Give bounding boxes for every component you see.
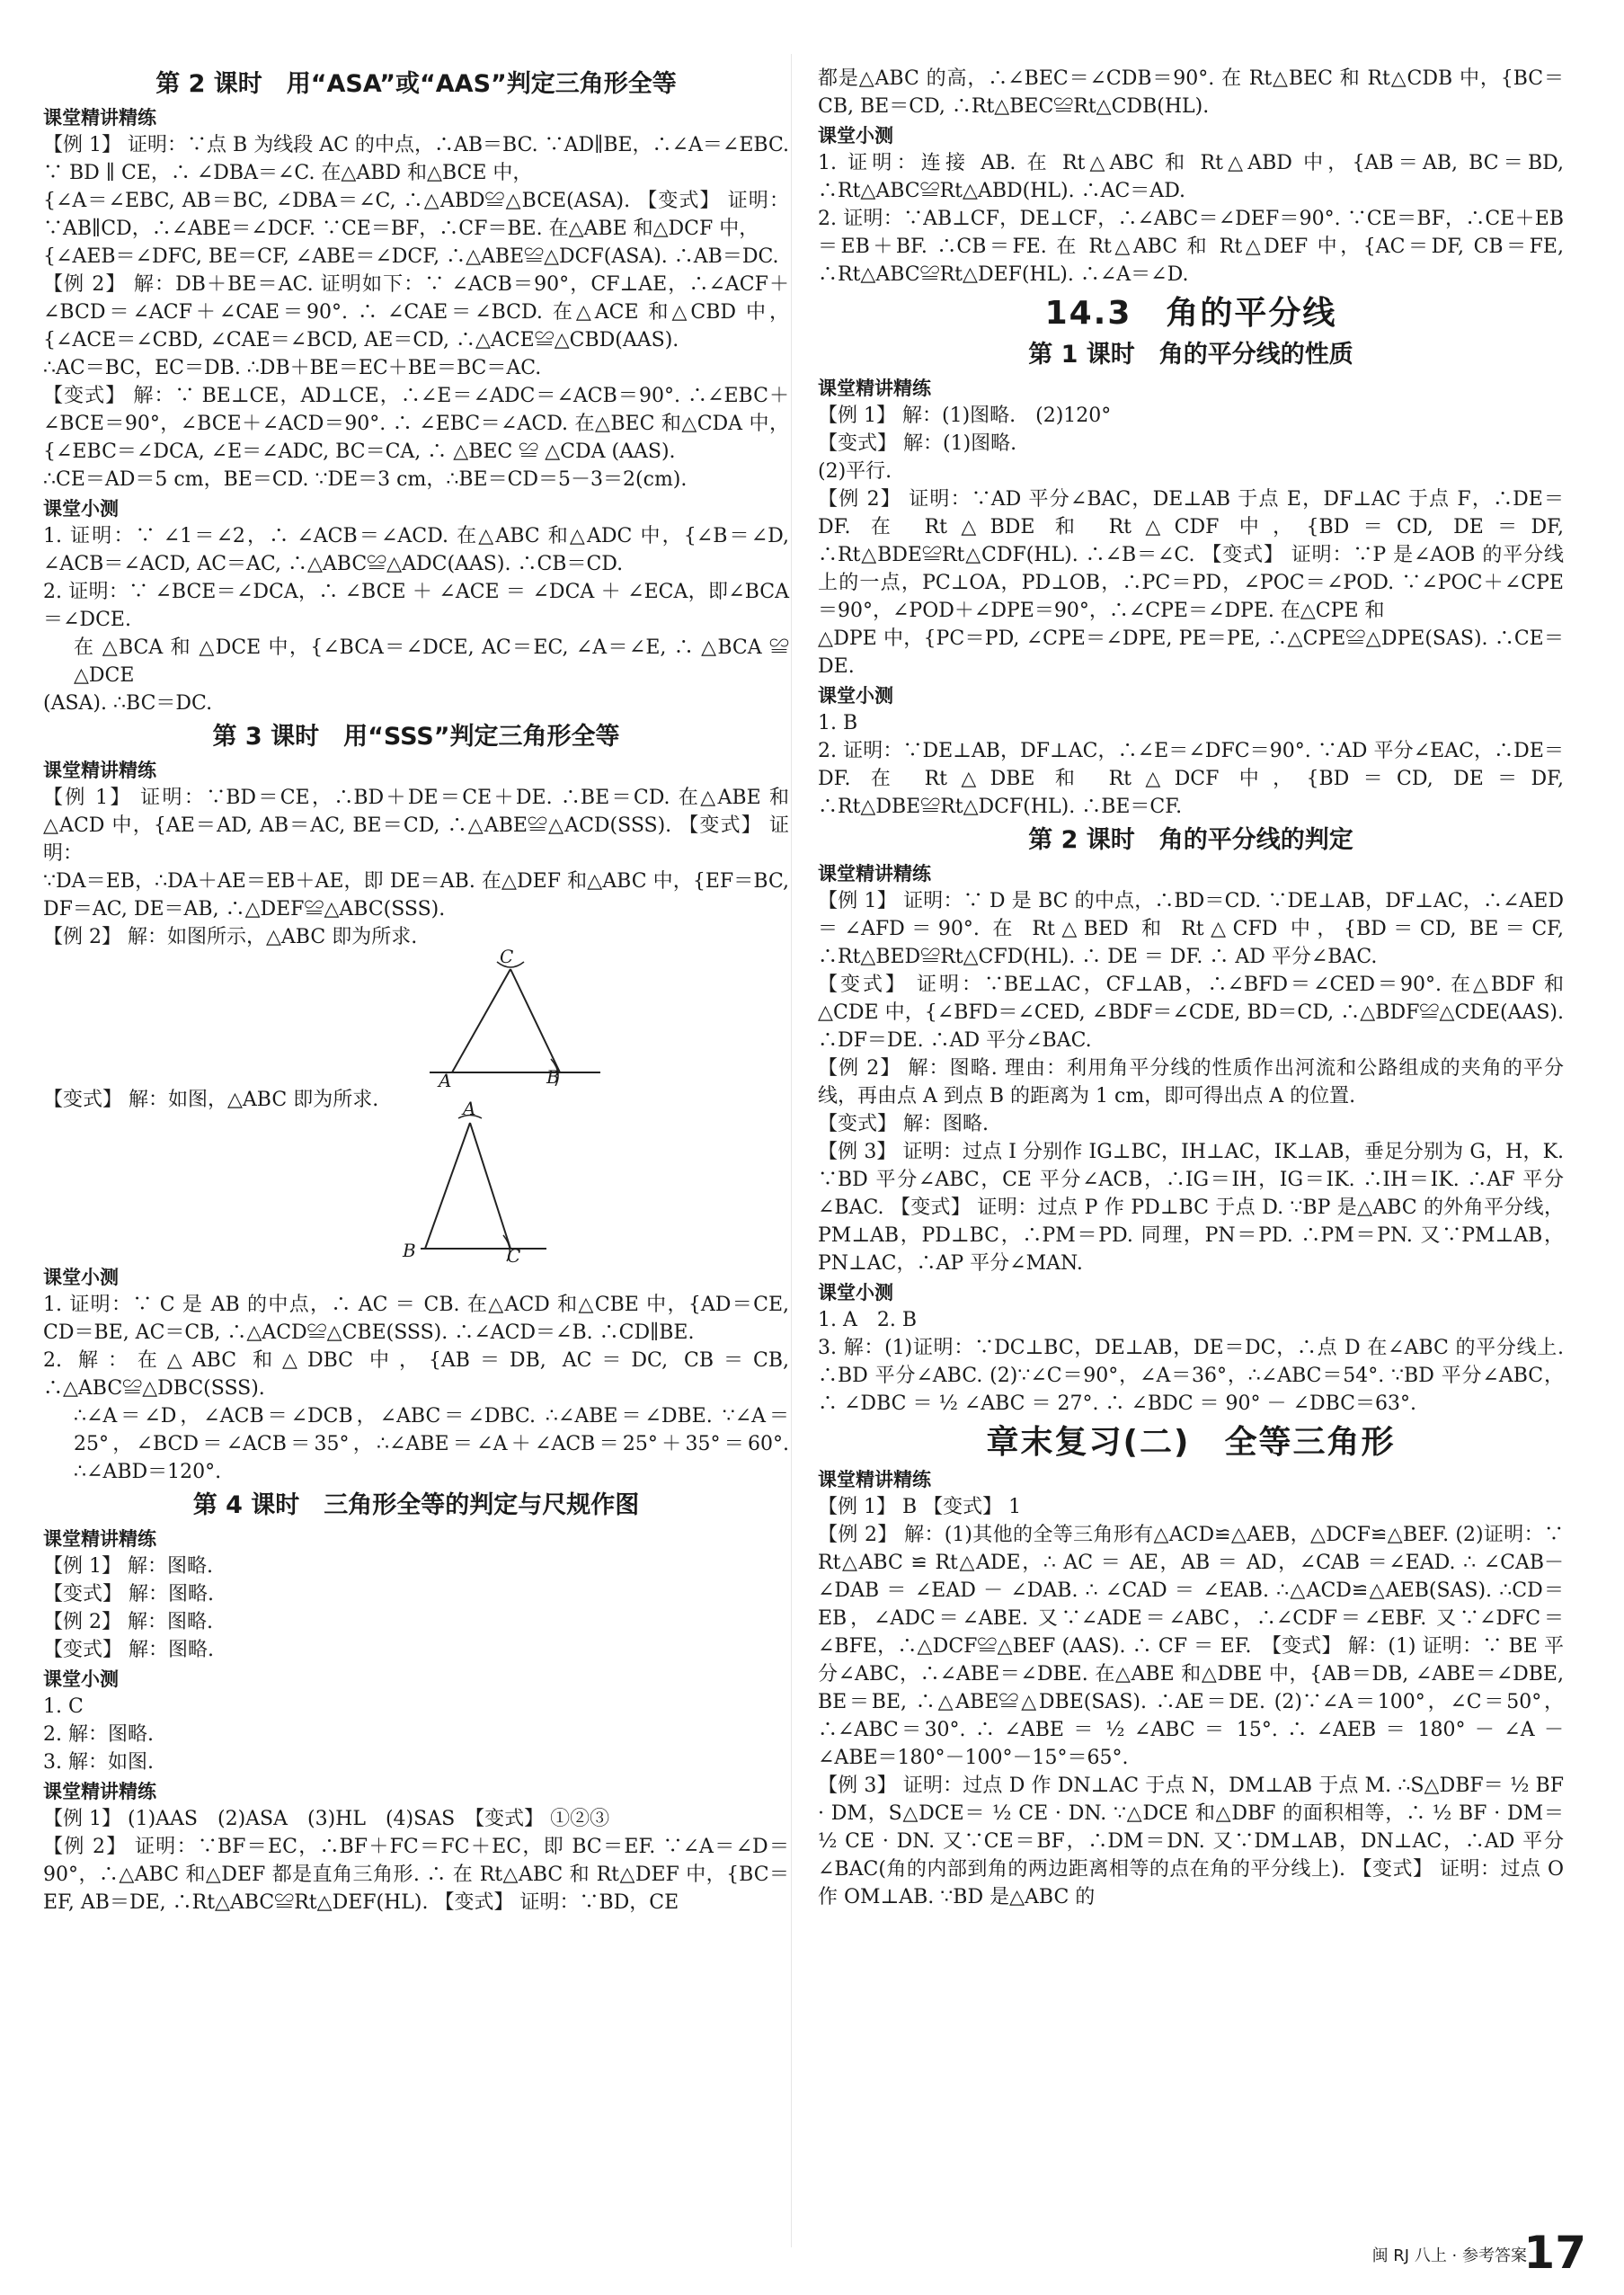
lesson2-subheading-practice: 课堂精讲精练 xyxy=(43,107,156,129)
answer-line: 【变式】 解：如图，△ABC 即为所求. xyxy=(43,1089,379,1111)
s1-title: 第 1 课时 角的平分线的性质 xyxy=(1028,341,1353,369)
answer-line: 【例 3】 证明：过点 D 作 DN⊥AC 于点 N，DM⊥AB 于点 M. ∴S△DBF＝ ½ BF · DM，S△DCE＝ ½ CE · DN. ∵△DCE 和△DBF 的面积相等，∴ ½ BF · DM＝ ½ CE · DN. 又∵CE＝BF，∴DM＝DN. 又∵DM⊥AB，DN⊥AC，∴AD 平分∠BAC(角的内部到角的两边距离相等的点在角的平分线上). 【变式】 证明：过点 O 作 OM⊥AB. ∵BD 是△ABC 的 xyxy=(818,1775,1564,1908)
s2-title: 第 2 课时 角的平分线的判定 xyxy=(1028,826,1353,854)
triangle-construction-svg-1 xyxy=(43,951,789,1086)
lesson2-title: 第 2 课时 用“ASA”或“AAS”判定三角形全等 xyxy=(155,70,677,98)
answer-line: ∴AC＝BC，EC＝DB. ∴DB＋BE＝EC＋BE＝BC＝AC. xyxy=(43,357,542,379)
figure-label: C xyxy=(500,946,514,967)
answer-line: 【例 1】 解：(1)图略. (2)120° xyxy=(818,405,1112,427)
lesson4-subheading-practice-2: 课堂精讲精练 xyxy=(43,1781,156,1802)
answer-line: (ASA). ∴BC＝DC. xyxy=(43,692,213,715)
answer-line: 2. 证明：∵ ∠BCE＝∠DCA，∴ ∠BCE ＋ ∠ACE ＝ ∠DCA ＋ ∠ECA，即∠BCA＝∠DCE. xyxy=(43,581,789,631)
answer-line: 【变式】 解：(1)图略. xyxy=(818,432,1017,455)
s1-subheading-test: 课堂小测 xyxy=(818,685,893,707)
lesson3-subheading-practice: 课堂精讲精练 xyxy=(43,760,156,781)
answer-line: 【例 2】 证明：∵BF＝EC，∴BF＋FC＝FC＋EC，即 BC＝EF. ∵∠A＝∠D＝90°，∴△ABC 和△DEF 都是直角三角形. ∴ 在 Rt△ABC 和 Rt△DEF 中，{BC＝EF, AB＝DE, ∴Rt△ABC≌Rt△DEF(HL). 【变式】 证明：∵BD，CE xyxy=(43,1836,789,1914)
answer-line: 3. 解：(1)证明：∵DC⊥BC，DE⊥AB，DE＝DC，∴点 D 在∠ABC 的平分线上. ∴BD 平分∠ABC. (2)∵∠C＝90°，∠A＝36°，∴∠ABC＝54°. ∵BD 平分∠ABC，∴ ∠DBC ＝ ½ ∠ABC ＝ 27°. ∴ ∠BDC ＝ 90° － ∠DBC＝63°. xyxy=(818,1337,1564,1415)
answer-line: 1. 证明：∵ C 是 AB 的中点，∴ AC ＝ CB. 在△ACD 和△CBE 中，{AD＝CE, CD＝BE, AC＝CB, ∴△ACD≌△CBE(SSS). ∴∠ACD＝∠B. ∴CD∥BE. xyxy=(43,1294,789,1344)
answer-line: △DPE 中，{PC＝PD, ∠CPE＝∠DPE, PE＝PE, ∴△CPE≌△DPE(SAS). ∴CE＝DE. xyxy=(818,627,1564,678)
lesson4-title: 第 4 课时 三角形全等的判定与尺规作图 xyxy=(192,1491,640,1519)
answer-line: 【例 2】 解：DB＋BE＝AC. 证明如下：∵ ∠ACB＝90°，CF⊥AE，∴∠ACF＋∠BCD＝∠ACF＋∠CAE＝90°. ∴ ∠CAE＝∠BCD. 在△ACE 和△CBD 中，{∠ACE＝∠CBD, ∠CAE＝∠BCD, AE＝CD, ∴△ACE≌△CBD(AAS). xyxy=(43,273,789,351)
answer-line: 【例 2】 解：图略. xyxy=(43,1611,213,1633)
answer-line: 【例 2】 解：(1)其他的全等三角形有△ACD≌△AEB，△DCF≌△BEF. (2)证明：∵ Rt△ABC ≌ Rt△ADE，∴ AC ＝ AE，AB ＝ AD，∠CAB ＝∠EAD. ∴ ∠CAB－∠DAB ＝ ∠EAD － ∠DAB. ∴ ∠CAD ＝ ∠EAB. ∴△ACD≌△AEB(SAS). ∴CD＝EB，∠ADC＝∠ABE. 又∵∠ADE＝∠ABC，∴∠CDF＝∠EBF. 又∵∠DFC＝∠BFE，∴△DCF≌△BEF (AAS). ∴ CF ＝ EF. 【变式】 解：(1) 证明：∵ BE 平分∠ABC，∴∠ABE＝∠DBE. 在△ABE 和△DBE 中，{AB＝DB, ∠ABE＝∠DBE, BE＝BE, ∴△ABE≌△DBE(SAS). ∴AE＝DE. (2)∵∠A＝100°，∠C＝50°，∴∠ABC＝30°. ∴ ∠ABE ＝ ½ ∠ABC ＝ 15°. ∴ ∠AEB ＝ 180° － ∠A － ∠ABE＝180°－100°－15°＝65°. xyxy=(818,1524,1564,1769)
s2-subheading-practice: 课堂精讲精练 xyxy=(818,863,931,885)
answer-line: 1. 证明：连接 AB. 在 Rt△ABC 和 Rt△ABD 中，{AB＝AB, BC＝BD, ∴Rt△ABC≌Rt△ABD(HL). ∴AC＝AD. xyxy=(818,152,1564,202)
answer-line: 【例 2】 解：如图所示，△ABC 即为所求. xyxy=(43,926,418,948)
footer-text: 闽 RJ 八上 · 参考答案 xyxy=(1371,2246,1527,2265)
answer-line: 1. C xyxy=(43,1695,84,1718)
answer-line: 【变式】 解：图略. xyxy=(818,1113,989,1135)
answer-line: {∠A＝∠EBC, AB＝BC, ∠DBA＝∠C, ∴△ABD≌△BCE(ASA). 【变式】 证明：∵AB∥CD，∴∠ABE＝∠DCF. ∵CE＝BF，∴CF＝BE. 在△ABE 和△DCF 中， xyxy=(43,190,789,240)
answer-line: 【变式】 解：图略. xyxy=(43,1639,214,1661)
answer-line: 【例 1】 解：图略. xyxy=(43,1555,213,1578)
answer-line: ∴∠A＝∠D，∠ACB＝∠DCB，∠ABC＝∠DBC. ∴∠ABE＝∠DBE. ∵∠A＝25°，∠BCD＝∠ACB＝35°，∴∠ABE＝∠A＋∠ACB＝25°＋35°＝60°. ∴∠ABD＝120°. xyxy=(74,1405,789,1483)
lesson2-test xyxy=(43,522,789,717)
page-number: 17 xyxy=(1523,2227,1586,2279)
lesson2-solutions xyxy=(43,131,789,494)
answer-line: 1. A 2. B xyxy=(818,1309,918,1331)
answer-line: 【例 1】 B 【变式】 1 xyxy=(818,1496,1022,1518)
lesson3-subheading-test: 课堂小测 xyxy=(43,1267,119,1288)
triangle-construction-svg-2 xyxy=(43,1114,789,1262)
review-subheading-practice: 课堂精讲精练 xyxy=(818,1469,931,1490)
answer-line: 【例 2】 证明：∵AD 平分∠BAC，DE⊥AB 于点 E，DF⊥AC 于点 F，∴DE＝DF. 在 Rt△BDE 和 Rt△CDF 中，{BD＝CD, DE＝DF, ∴Rt△BDE≌Rt△CDF(HL). ∴∠B＝∠C. 【变式】 证明：∵P 是∠AOB 的平分线上的一点，PC⊥OA，PD⊥OB，∴PC＝PD，∠POC＝∠POD. ∵∠POC＋∠CPE＝90°，∠POD＋∠DPE＝90°，∴∠CPE＝∠DPE. 在△CPE 和 xyxy=(818,488,1564,622)
answer-line: 【变式】 解：图略. xyxy=(43,1583,214,1606)
figure-label: B xyxy=(546,1066,560,1088)
lesson4-subheading-test: 课堂小测 xyxy=(43,1668,119,1690)
right-column xyxy=(818,65,1564,1911)
lesson4-subheading-practice: 课堂精讲精练 xyxy=(43,1528,156,1550)
lesson2-subheading-test: 课堂小测 xyxy=(43,498,119,520)
answer-line: 【例 1】 证明：∵点 B 为线段 AC 的中点，∴AB＝BC. ∵AD∥BE，∴∠A＝∠EBC. ∵ BD ∥ CE，∴ ∠DBA＝∠C. 在△ABD 和△BCE 中， xyxy=(43,134,789,184)
answer-line: {∠AEB＝∠DFC, BE＝CF, ∠ABE＝∠DCF, ∴△ABE≌△DCF(ASA). ∴AB＝DC. xyxy=(43,245,779,268)
answer-line: 【例 2】 解：图略. 理由：利用角平分线的性质作出河流和公路组成的夹角的平分线，再由点 A 到点 B 的距离为 1 cm，即可得出点 A 的位置. xyxy=(818,1057,1564,1107)
answer-line: 2. 解：在△ABC 和△DBC 中，{AB＝DB, AC＝DC, CB＝CB, ∴△ABC≌△DBC(SSS). xyxy=(43,1349,789,1400)
answer-line: 1. 证明：∵ ∠1＝∠2，∴ ∠ACB＝∠ACD. 在△ABC 和△ADC 中，{∠B＝∠D, ∠ACB＝∠ACD, AC＝AC, ∴△ABC≌△ADC(AAS). ∴CB＝CD. xyxy=(43,525,789,575)
answer-line: 2. 解：图略. xyxy=(43,1723,154,1746)
figure-label: C xyxy=(507,1245,521,1267)
answer-line: ∴CE＝AD＝5 cm，BE＝CD. ∵DE＝3 cm，∴BE＝CD＝5－3＝2(cm). xyxy=(43,468,688,491)
answer-line: 【变式】 证明：∵BE⊥AC，CF⊥AB，∴∠BFD＝∠CED＝90°. 在△BDF 和△CDE 中，{∠BFD＝∠CED, ∠BDF＝∠CDE, BD＝CD, ∴△BDF≌△CDE(AAS). ∴DF＝DE. ∴AD 平分∠BAC. xyxy=(818,974,1564,1052)
chapter-review-title: 章末复习(二) 全等三角形 xyxy=(986,1424,1396,1461)
left-column xyxy=(43,65,789,1917)
answer-line: (2)平行. xyxy=(818,460,892,483)
triangle-figure-1 xyxy=(43,946,789,1091)
answer-line: 2. 证明：∵AB⊥CF，DE⊥CF，∴∠ABC＝∠DEF＝90°. ∵CE＝BF，∴CE＋EB＝EB＋BF. ∴CB＝FE. 在 Rt△ABC 和 Rt△DEF 中，{AC＝DF, CB＝FE, ∴Rt△ABC≌Rt△DEF(HL). ∴∠A＝∠D. xyxy=(818,208,1564,286)
s1-subheading-practice: 课堂精讲精练 xyxy=(818,378,931,399)
answer-line: 1. B xyxy=(818,712,858,734)
answer-line: ∵DA＝EB，∴DA＋AE＝EB＋AE，即 DE＝AB. 在△DEF 和△ABC 中，{EF＝BC, DF＝AC, DE＝AB, ∴△DEF≌△ABC(SSS). xyxy=(43,870,789,921)
answer-line: 3. 解：如图. xyxy=(43,1751,154,1774)
continued-subheading-test: 课堂小测 xyxy=(818,125,893,147)
answer-line: 【例 1】 证明：∵BD＝CE，∴BD＋DE＝CE＋DE. ∴BE＝CD. 在△ABE 和△ACD 中，{AE＝AD, AB＝AC, BE＝CD, ∴△ABE≌△ACD(SSS). 【变式】 证明： xyxy=(43,787,789,865)
figure-label: A xyxy=(439,1070,452,1091)
figure-label: A xyxy=(463,1098,476,1119)
answer-line: 2. 证明：∵DE⊥AB，DF⊥AC，∴∠E＝∠DFC＝90°. ∵AD 平分∠EAC，∴DE＝DF. 在 Rt△DBE 和 Rt△DCF 中，{BD＝CD, DE＝DF, ∴Rt△DBE≌Rt△DCF(HL). ∴BE＝CF. xyxy=(818,740,1564,818)
s2-subheading-test: 课堂小测 xyxy=(818,1282,893,1303)
section-title-14-3: 14.3 角的平分线 xyxy=(1044,295,1337,332)
answer-line: 【例 3】 证明：过点 I 分别作 IG⊥BC，IH⊥AC，IK⊥AB，垂足分别为 G，H，K. ∵BD 平分∠ABC，CE 平分∠ACB，∴IG＝IH，IG＝IK. ∴IH＝IK. ∴AF 平分∠BAC. 【变式】 证明：过点 P 作 PD⊥BC 于点 D. ∵BP 是△ABC 的外角平分线，PM⊥AB，PD⊥BC，∴PM＝PD. 同理，PN＝PD. ∴PM＝PN. 又∵PM⊥AB，PN⊥AC，∴AP 平分∠MAN. xyxy=(818,1141,1564,1275)
answer-line: 【变式】 解：∵ BE⊥CE，AD⊥CE，∴∠E＝∠ADC＝∠ACB＝90°. ∴∠EBC＋∠BCE＝90°，∠BCE＋∠ACD＝90°. ∴ ∠EBC＝∠ACD. 在△BEC 和△CDA 中，{∠EBC＝∠DCA, ∠E＝∠ADC, BC＝CA, ∴ △BEC ≌ △CDA (AAS). xyxy=(43,385,789,463)
answer-line: 【例 1】 证明：∵ D 是 BC 的中点，∴BD＝CD. ∵DE⊥AB，DF⊥AC，∴∠AED＝∠AFD＝90°. 在 Rt△BED 和 Rt△CFD 中，{BD＝CD, BE＝CF, ∴Rt△BED≌Rt△CFD(HL). ∴ DE ＝ DF. ∴ AD 平分∠BAC. xyxy=(818,890,1564,968)
figure-label: B xyxy=(403,1240,416,1261)
column-divider xyxy=(791,54,792,2247)
answer-line: 在 △BCA 和 △DCE 中，{∠BCA＝∠DCE, AC＝EC, ∠A＝∠E, ∴ △BCA ≌ △DCE xyxy=(74,636,789,687)
answer-line: 【例 1】 (1)AAS (2)ASA (3)HL (4)SAS 【变式】 ①②③ xyxy=(43,1808,610,1830)
lesson3-title: 第 3 课时 用“SSS”判定三角形全等 xyxy=(212,723,620,751)
answer-line: 都是△ABC 的高，∴∠BEC＝∠CDB＝90°. 在 Rt△BEC 和 Rt△CDB 中，{BC＝CB, BE＝CD, ∴Rt△BEC≌Rt△CDB(HL). xyxy=(818,67,1564,118)
